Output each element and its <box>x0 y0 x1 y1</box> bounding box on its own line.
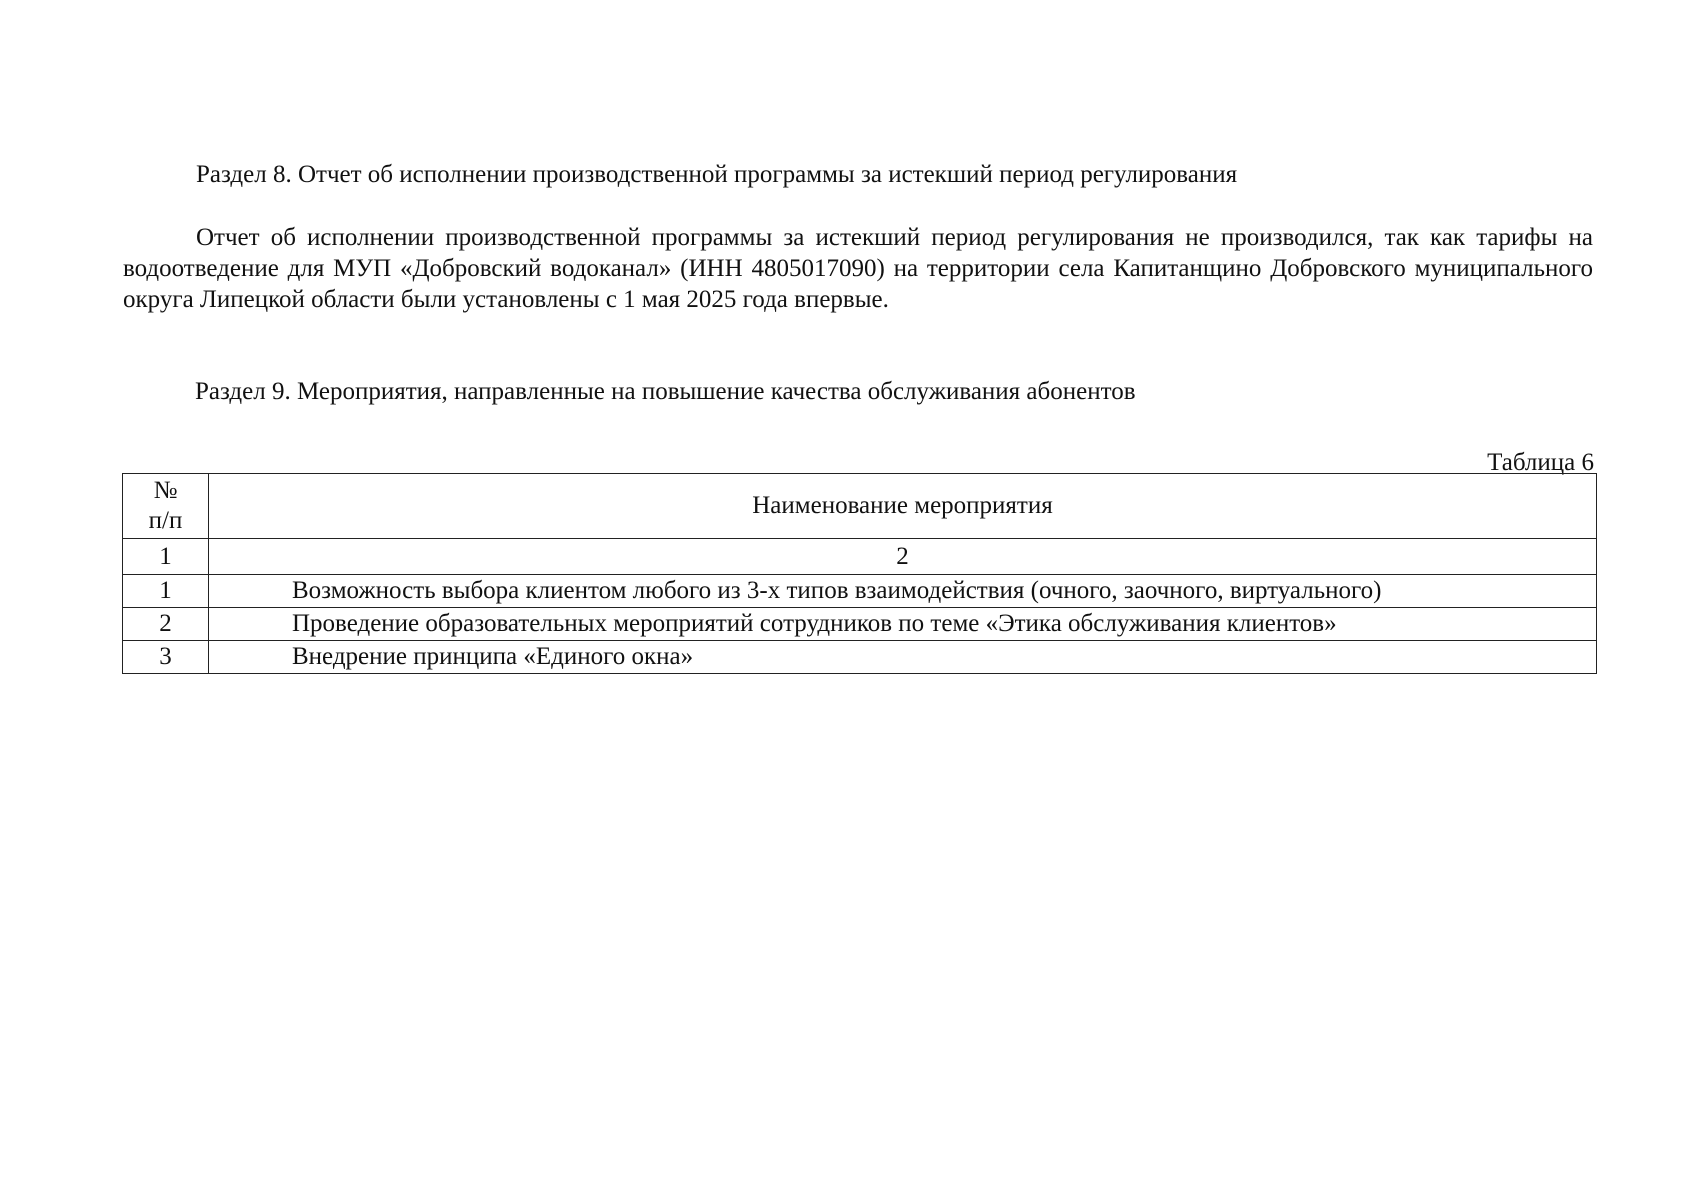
header-number-label: п/п <box>148 507 183 534</box>
row-number: 3 <box>123 641 209 674</box>
table-caption: Таблица 6 <box>1487 449 1594 476</box>
header-number-cell <box>123 474 209 539</box>
row-measure-name: Внедрение принципа «Единого окна» <box>209 641 1597 674</box>
table-index-row <box>123 539 1597 575</box>
index-cell-1: 1 <box>123 539 209 575</box>
table-header-row <box>123 474 1597 539</box>
row-number: 2 <box>123 608 209 641</box>
section-8-heading: Раздел 8. Отчет об исполнении производственной программы за истекший период регулирования <box>196 161 1238 188</box>
section-9-heading: Раздел 9. Мероприятия, направленные на повышение качества обслуживания абонентов <box>195 378 1136 405</box>
header-name-cell: Наименование мероприятия <box>209 474 1597 539</box>
table-row <box>123 641 1597 674</box>
table-row <box>123 608 1597 641</box>
row-measure-name: Проведение образовательных мероприятий сотрудников по теме «Этика обслуживания клиентов» <box>209 608 1597 641</box>
table-row <box>123 575 1597 608</box>
index-cell-2: 2 <box>209 539 1597 575</box>
measures-table <box>122 473 1597 674</box>
header-number-symbol: № <box>153 477 178 504</box>
section-8-paragraph: Отчет об исполнении производственной программы за истекший период регулирования не производился, так как тарифы на водоотведение для МУП «Добровский водоканал» (ИНН 4805017090) на территории села Капитанщино Добровского муниципального округа Липецкой области были установлены с 1 мая 2025 года впервые. <box>123 224 1593 313</box>
row-measure-name: Возможность выбора клиентом любого из 3-х типов взаимодействия (очного, заочного, виртуального) <box>209 575 1597 608</box>
row-number: 1 <box>123 575 209 608</box>
